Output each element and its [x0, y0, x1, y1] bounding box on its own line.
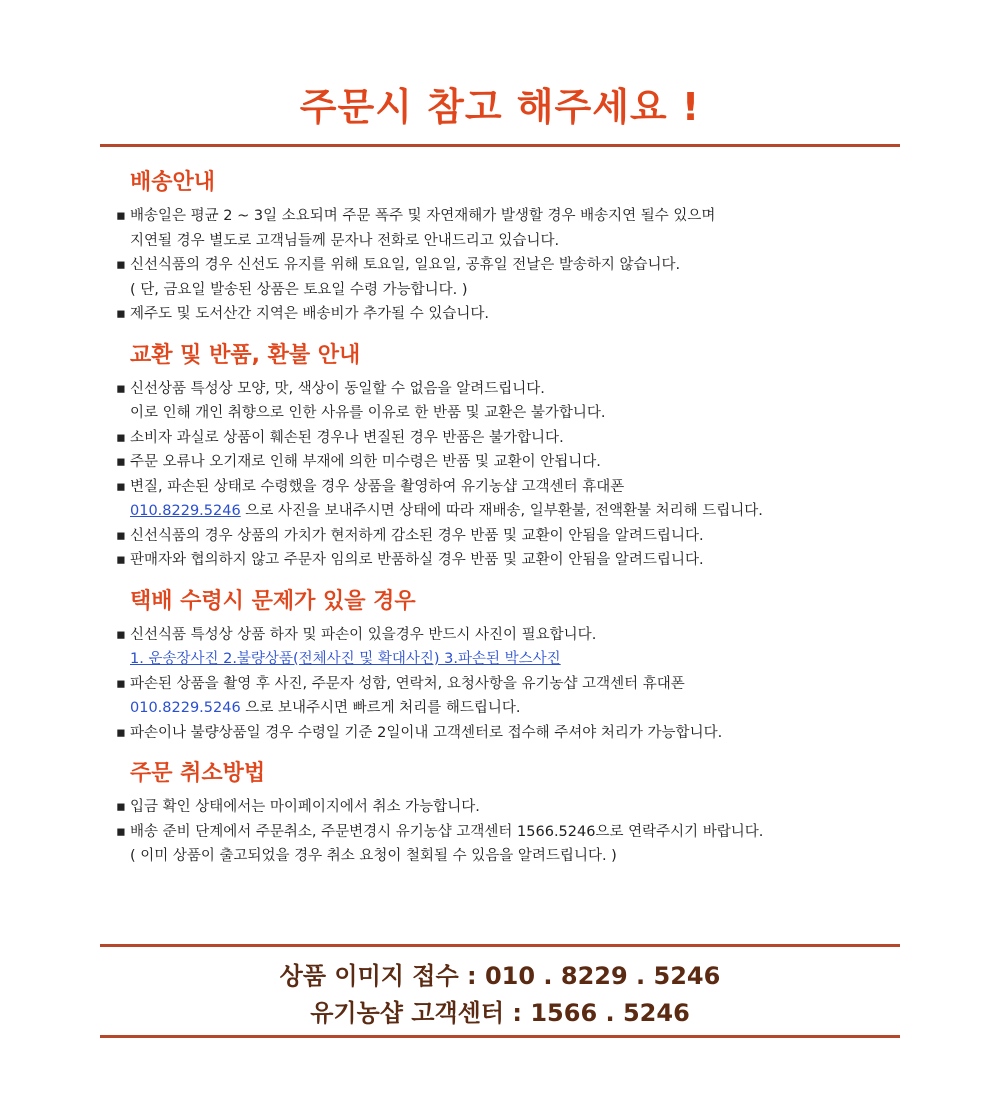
list-item: ▪ 신선상품 특성상 모양, 맛, 색상이 동일할 수 없음을 알려드립니다. [113, 377, 913, 402]
bullet-icon: ▪ [116, 454, 126, 470]
exchange-heading: 교환 및 반품, 환불 안내 [130, 342, 361, 368]
list-item-continuation: 010.8229.5246 으로 보내주시면 빠르게 처리를 해드립니다. [130, 700, 521, 716]
bullet-icon: ▪ [116, 724, 126, 741]
bullet-icon: ▪ [116, 552, 126, 568]
list-item: ▪ 소비자 과실로 상품이 훼손된 경우나 변질된 경우 반품은 불가합니다. [113, 426, 913, 451]
exchange-section [113, 341, 913, 573]
contact-footer [0, 958, 1000, 1032]
bullet-icon: ▪ [116, 675, 126, 692]
list-item: ▪ 배송 준비 단계에서 주문취소, 주문변경시 유기농샵 고객센터 1566.5246으로 연락주시기 바랍니다. [113, 820, 913, 845]
bullet-icon: ▪ [116, 429, 126, 446]
bullet-icon: ▪ [116, 527, 126, 544]
list-item-continuation: 010.8229.5246 으로 사진을 보내주시면 상태에 따라 재배송, 일부환불, 전액환불 처리해 드립니다. [130, 503, 763, 519]
list-item: ▪ 변질, 파손된 상태로 수령했을 경우 상품을 촬영하여 유기농샵 고객센터 휴대폰 [113, 475, 913, 500]
bullet-icon: ▪ [116, 380, 126, 397]
customer-center-line: 유기농샵 고객센터 : 1566 . 5246 [310, 999, 690, 1027]
list-item: ▪ 신선식품 특성상 상품 하자 및 파손이 있을경우 반드시 사진이 필요합니다. [113, 623, 913, 648]
notice-content [113, 168, 913, 883]
cancel-heading: 주문 취소방법 [130, 761, 266, 786]
list-item: ▪ 판매자와 협의하지 않고 주문자 임의로 반품하실 경우 반품 및 교환이 안됨을 알려드립니다. [113, 548, 913, 573]
image-contact-line: 상품 이미지 접수 : 010 . 8229 . 5246 [279, 962, 721, 990]
list-item: ▪ 제주도 및 도서산간 지역은 배송비가 추가될 수 있습니다. [113, 302, 913, 327]
bottom-divider [100, 1035, 900, 1038]
bullet-icon: ▪ [116, 306, 126, 322]
list-item-continuation: 이로 인해 개인 취향으로 인한 사유를 이유로 한 반품 및 교환은 불가합니다. [130, 405, 606, 421]
page-title: 주문시 참고 해주세요 ! [299, 85, 701, 129]
list-item: ▪ 파손된 상품을 촬영 후 사진, 주문자 성함, 연락처, 요청사항을 유기농샵 고객센터 휴대폰 [113, 672, 913, 697]
bullet-icon: ▪ [116, 257, 126, 273]
list-item: ▪ 주문 오류나 오기재로 인해 부재에 의한 미수령은 반품 및 교환이 안됩니다. [113, 450, 913, 475]
bullet-icon: ▪ [116, 626, 126, 643]
list-item: ▪ 신선식품의 경우 상품의 가치가 현저하게 감소된 경우 반품 및 교환이 안됨을 알려드립니다. [113, 524, 913, 549]
shipping-heading: 배송안내 [130, 170, 216, 195]
cancel-section [113, 759, 913, 869]
top-divider [100, 144, 900, 147]
photo-guide-link[interactable]: 1. 운송장사진 2.불량상품(전체사진 및 확대사진) 3.파손된 박스사진 [130, 651, 561, 667]
list-item-continuation [113, 647, 913, 672]
phone-link[interactable]: 010.8229.5246 [130, 503, 241, 519]
list-item-continuation: ( 이미 상품이 출고되었을 경우 취소 요청이 철회될 수 있음을 알려드립니다. ) [130, 848, 617, 864]
delivery-issue-section [113, 587, 913, 746]
list-item-continuation: 지연될 경우 별도로 고객님들께 문자나 전화로 안내드리고 있습니다. [130, 232, 560, 249]
bullet-icon: ▪ [116, 208, 126, 224]
phone-number[interactable]: 010.8229.5246 [130, 700, 241, 716]
list-item: ▪ 신선식품의 경우 신선도 유지를 위해 토요일, 일요일, 공휴일 전날은 발송하지 않습니다. [113, 253, 913, 278]
list-item-continuation: ( 단, 금요일 발송된 상품은 토요일 수령 가능합니다. ) [130, 281, 468, 298]
footer-top-divider [100, 944, 900, 947]
bullet-icon: ▪ [116, 823, 126, 840]
list-item: ▪ 배송일은 평균 2 ~ 3일 소요되며 주문 폭주 및 자연재해가 발생할 경우 배송지연 될수 있으며 [113, 204, 913, 229]
bullet-icon: ▪ [116, 478, 126, 495]
shipping-section [113, 168, 913, 327]
delivery-issue-heading: 택배 수령시 문제가 있을 경우 [130, 588, 416, 614]
list-item: ▪ 파손이나 불량상품일 경우 수령일 기준 2일이내 고객센터로 접수해 주셔야 처리가 가능합니다. [113, 721, 913, 746]
bullet-icon: ▪ [116, 799, 126, 815]
list-item: ▪ 입금 확인 상태에서는 마이페이지에서 취소 가능합니다. [113, 795, 913, 820]
